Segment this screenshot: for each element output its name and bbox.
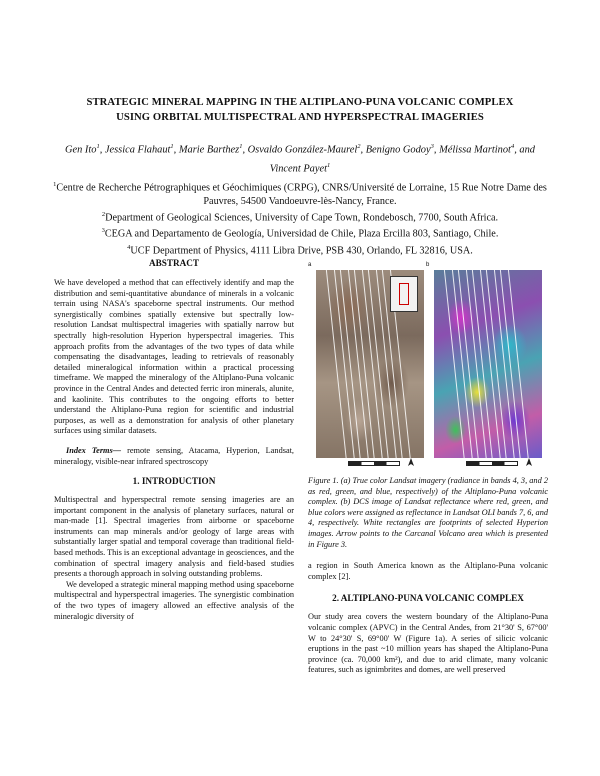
intro-paragraph-1: Multispectral and hyperspectral remote sensing imageries are an important component in the analysis of planetary surfaces, natural or man-made [1]. Spectral imageries from airborne or spaceborne instruments can map minerals and/or geology of large areas with substantially larger spatial and temporal coverage than traditional field-based methods. This is an exceptional advantage in geosciences, and the combination of spectral imagery analysis and field-based studies presents a thorough approach in solving outstanding problems. — [54, 495, 294, 579]
right-column — [308, 476, 548, 676]
author-sup: 1 — [170, 143, 174, 150]
author-name: Mélissa Martinot — [439, 144, 511, 156]
title-line-1: STRATEGIC MINERAL MAPPING IN THE ALTIPLANO-PUNA VOLCANIC COMPLEX — [86, 97, 514, 108]
author-and: and — [519, 144, 535, 156]
scale-bar — [348, 461, 400, 466]
paper-title — [40, 96, 560, 125]
author-name: Marie Barthez — [178, 144, 240, 156]
figure-1 — [308, 262, 548, 472]
author-sup: 3 — [430, 143, 434, 150]
author-name: Vincent Payet — [269, 163, 327, 175]
affiliation-2: $^2$Department of Geological Sciences, University of Cape Town, Rondebosch, 7700, South Africa. — [101, 210, 499, 224]
scale-bar — [466, 461, 518, 466]
author-sup: 4 — [510, 143, 515, 150]
author-name: Jessica Flahaut — [104, 144, 171, 156]
title-line-2: USING ORBITAL MULTISPECTRAL AND HYPERSPECTRAL IMAGERIES — [116, 111, 484, 123]
index-terms-label: Index Terms— — [66, 445, 122, 455]
author-name: Benigno Godoy — [365, 144, 431, 156]
affiliations — [50, 178, 550, 258]
panel-b-label: b — [426, 262, 430, 268]
north-arrow-icon — [526, 458, 532, 466]
section-2-heading: 2. ALTIPLANO-PUNA VOLCANIC COMPLEX — [332, 593, 524, 604]
author-list: Gen Ito$^1$, Jessica Flahaut$^1$, Marie Barthez$^1$, Osvaldo González-Maurel$^2$, Benigno Godoy$^3$, Mélissa Martinot$^4$, and Vincent Payet$^1$ — [65, 143, 535, 175]
affiliation-3: $^3$CEGA and Departamento de Geología, Universidad de Chile, Plaza Ercilla 803, Santiago, Chile. — [101, 227, 499, 240]
abstract-heading: ABSTRACT — [148, 258, 200, 268]
intro-paragraph-2: We developed a strategic mineral mapping method using spaceborne multispectral and hyperspectral imageries. The synergistic combination of the two types of imagery allowed an effective analysis of the mineralogic diversity of — [54, 579, 294, 621]
left-column — [54, 258, 294, 622]
figure-1-caption: Figure 1. (a) True color Landsat imagery (radiance in bands 4, 3, and 2 as red, green, and blue, respectively) of the Altiplano-Puna volcanic complex. (b) DCS image of Landsat reflectance where red, green, and blue colors were assigned as reflectance in Landsat OLI bands 7, 6, and 4, respectively. White rectangles are footprints of selected Hyperion images. Arrow points to the Carcanal Volcano area which is presented in Figure 3. — [308, 476, 548, 549]
section-2-text: Our study area covers the western boundary of the Altiplano-Puna volcanic complex (APVC) in the Central Andes, from 21°30' S, 67°00' W to 24°30' S, 69°00' W (Figure 1a). A series of silicic volcanic eruptions in the past ~10 million years has shaped the Altiplano-Puna province (ca. 70,000 km²), and due to arid climate, many volcanic features, such as ignimbrites and domes, are well preserved — [308, 612, 548, 675]
intro-heading: 1. INTRODUCTION — [132, 476, 216, 487]
author-name: Osvaldo González-Maurel — [247, 144, 358, 156]
abstract-text: We have developed a method that can effectively identify and map the distribution and semi-quantitative abundance of minerals in a volcanic terrain using NASA's spaceborne spectral instruments. Our method synergistically combines spatially extensive but spectrally low-resolution Landsat multispectral imageries with spatially narrow but spectrally high-resolution Hyperion hyperspectral imageries. This approach profits from the advantages of the two types of data while compensating the disadvantages, leading to retrievals of reasonably detailed mineralogical information within a practical processing timeframe. We mapped the mineralogy of the Altiplano-Puna volcanic province in the Central Andes and detected ferric iron minerals, alunite, and kaolinite. This contributes to the ongoing efforts to better understand the Altiplano-Puna region for scientific and industrial purposes, as well as a demonstration for analysis of other planetary surfaces using similar datasets. — [54, 278, 294, 436]
author-sup: 1 — [326, 162, 331, 170]
landsat-dcs-image — [434, 270, 542, 458]
author-name: Gen Ito — [65, 144, 97, 156]
north-arrow-icon — [408, 458, 414, 466]
author-sup: 1 — [96, 143, 100, 150]
index-terms-text: remote sensing, Atacama, Hyperion, Landsat, mineralogy, visible-near infrared spectroscopy — [54, 445, 295, 466]
intro-continuation: a region in South America known as the Altiplano-Puna volcanic complex [2]. — [308, 561, 548, 581]
author-sup: 2 — [357, 143, 361, 150]
landsat-true-color-image — [316, 270, 424, 458]
panel-a-label: a — [308, 262, 312, 268]
affiliation-1: $^1$Centre de Recherche Pétrographiques et Géochimiques (CRPG), CNRS/Université de Lorraine, 15 Rue Notre Dame des Pauvres, 54500 Vandoeuvre-lès-Nancy, France. — [53, 181, 547, 207]
locator-map-inset — [390, 276, 418, 312]
index-terms — [54, 446, 294, 467]
author-sup: 1 — [239, 143, 243, 150]
affiliation-4: $^4$UCF Department of Physics, 4111 Libra Drive, PSB 430, Orlando, FL 32816, USA. — [127, 243, 473, 257]
